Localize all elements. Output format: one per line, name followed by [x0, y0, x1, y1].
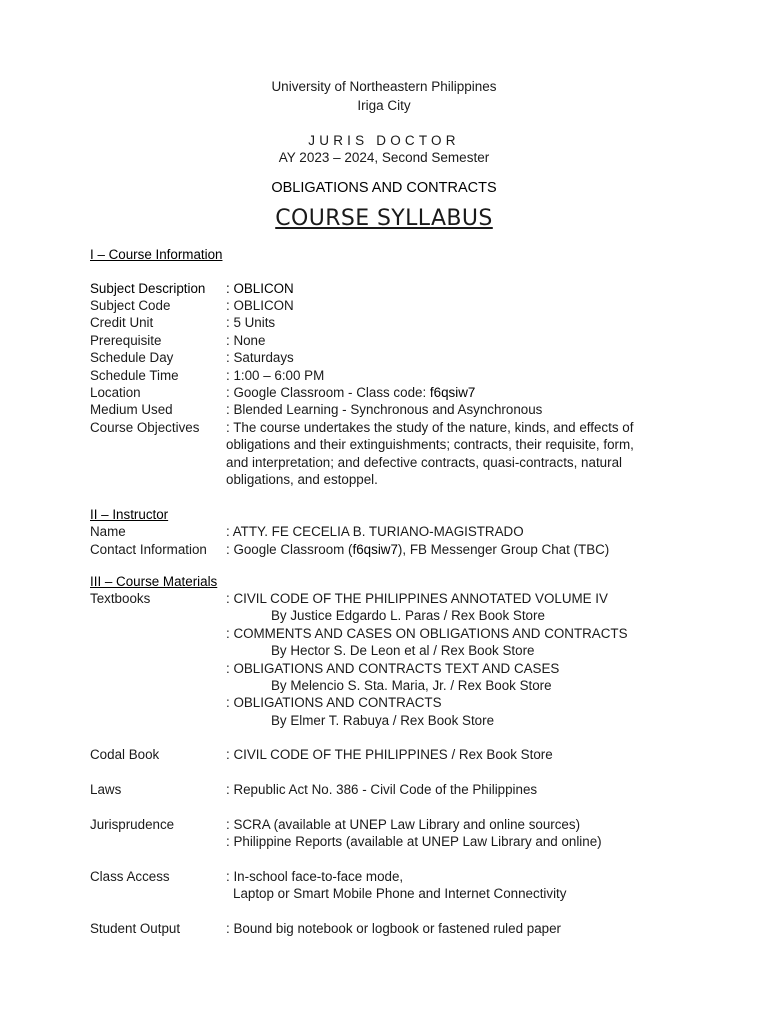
field-label-student-output: Student Output	[90, 921, 181, 936]
contact-text-pre: : Google Classroom (	[226, 542, 353, 557]
field-label-subject-code: Subject Code	[90, 298, 171, 313]
field-label-class-access: Class Access	[90, 869, 170, 884]
field-value-medium-used: : Blended Learning - Synchronous and Asynchronous	[226, 402, 543, 417]
field-value-subject-description: : OBLICON	[226, 281, 294, 296]
contact-text-post: ), FB Messenger Group Chat (TBC)	[397, 542, 610, 557]
field-label-laws: Laws	[90, 782, 122, 797]
class-code: f6qsiw7	[352, 542, 398, 557]
textbook-author: By Elmer T. Rabuya / Rex Book Store	[271, 713, 495, 728]
textbook-title: : COMMENTS AND CASES ON OBLIGATIONS AND CONTRACTS	[226, 626, 628, 641]
textbook-title: : CIVIL CODE OF THE PHILIPPINES ANNOTATED VOLUME IV	[226, 591, 608, 606]
field-value-schedule-time: : 1:00 – 6:00 PM	[226, 368, 325, 383]
section-heading-course-information: I – Course Information	[90, 247, 223, 262]
field-value-class-access: Laptop or Smart Mobile Phone and Internet Connectivity	[233, 886, 567, 901]
field-label-instructor-name: Name	[90, 524, 126, 539]
textbook-title: : OBLIGATIONS AND CONTRACTS TEXT AND CASES	[226, 661, 560, 676]
field-label-subject-description: Subject Description	[90, 281, 206, 296]
field-value-subject-code: : OBLICON	[226, 298, 294, 313]
field-label-course-objectives: Course Objectives	[90, 420, 200, 435]
field-value-credit-unit: : 5 Units	[226, 315, 276, 330]
course-objectives-line: obligations, and estoppel.	[226, 472, 378, 487]
field-value-schedule-day: : Saturdays	[226, 350, 294, 365]
field-label-credit-unit: Credit Unit	[90, 315, 154, 330]
textbook-author: By Justice Edgardo L. Paras / Rex Book Store	[271, 608, 545, 623]
course-objectives-line: and interpretation; and defective contracts, quasi-contracts, natural	[226, 455, 622, 470]
field-label-medium-used: Medium Used	[90, 402, 173, 417]
document-title: COURSE SYLLABUS	[275, 206, 493, 231]
course-objectives-line: obligations and their extinguishments; contracts, their requisite, form,	[226, 437, 634, 452]
field-value-location	[226, 384, 475, 401]
field-value-codal-book: : CIVIL CODE OF THE PHILIPPINES / Rex Book Store	[226, 747, 553, 762]
field-label-prerequisite: Prerequisite	[90, 333, 162, 348]
field-label-schedule-day: Schedule Day	[90, 350, 174, 365]
field-label-contact-information: Contact Information	[90, 542, 207, 557]
course-title: OBLIGATIONS AND CONTRACTS	[271, 180, 497, 196]
textbook-author: By Melencio S. Sta. Maria, Jr. / Rex Book Store	[271, 678, 552, 693]
field-label-jurisprudence: Jurisprudence	[90, 817, 175, 832]
field-value-jurisprudence: : SCRA (available at UNEP Law Library and online sources)	[226, 817, 581, 832]
field-value-class-access: : In-school face-to-face mode,	[226, 869, 404, 884]
textbook-author: By Hector S. De Leon et al / Rex Book Store	[271, 643, 535, 658]
class-code: f6qsiw7	[429, 385, 476, 400]
location-text: : Google Classroom - Class code:	[226, 385, 430, 400]
field-value-course-objectives: : The course undertakes the study of the nature, kinds, and effects of	[226, 420, 634, 435]
field-label-schedule-time: Schedule Time	[90, 368, 179, 383]
program-name: JURIS DOCTOR	[308, 133, 460, 148]
field-value-contact-information	[226, 541, 609, 558]
field-value-laws: : Republic Act No. 386 - Civil Code of the Philippines	[226, 782, 538, 797]
field-label-location: Location	[90, 385, 141, 400]
section-heading-course-materials: III – Course Materials	[90, 574, 218, 589]
field-value-jurisprudence: : Philippine Reports (available at UNEP Law Library and online)	[226, 834, 602, 849]
field-value-instructor-name: : ATTY. FE CECELIA B. TURIANO-MAGISTRADO	[226, 524, 524, 539]
field-value-prerequisite: : None	[226, 333, 266, 348]
field-label-codal-book: Codal Book	[90, 747, 160, 762]
field-value-student-output: : Bound big notebook or logbook or fastened ruled paper	[226, 921, 562, 936]
textbook-title: : OBLIGATIONS AND CONTRACTS	[226, 695, 442, 710]
field-label-textbooks: Textbooks	[90, 591, 151, 606]
academic-term: AY 2023 – 2024, Second Semester	[278, 150, 490, 165]
section-heading-instructor: II – Instructor	[90, 507, 169, 522]
university-name: University of Northeastern Philippines	[271, 79, 497, 94]
university-city: Iriga City	[357, 98, 411, 113]
